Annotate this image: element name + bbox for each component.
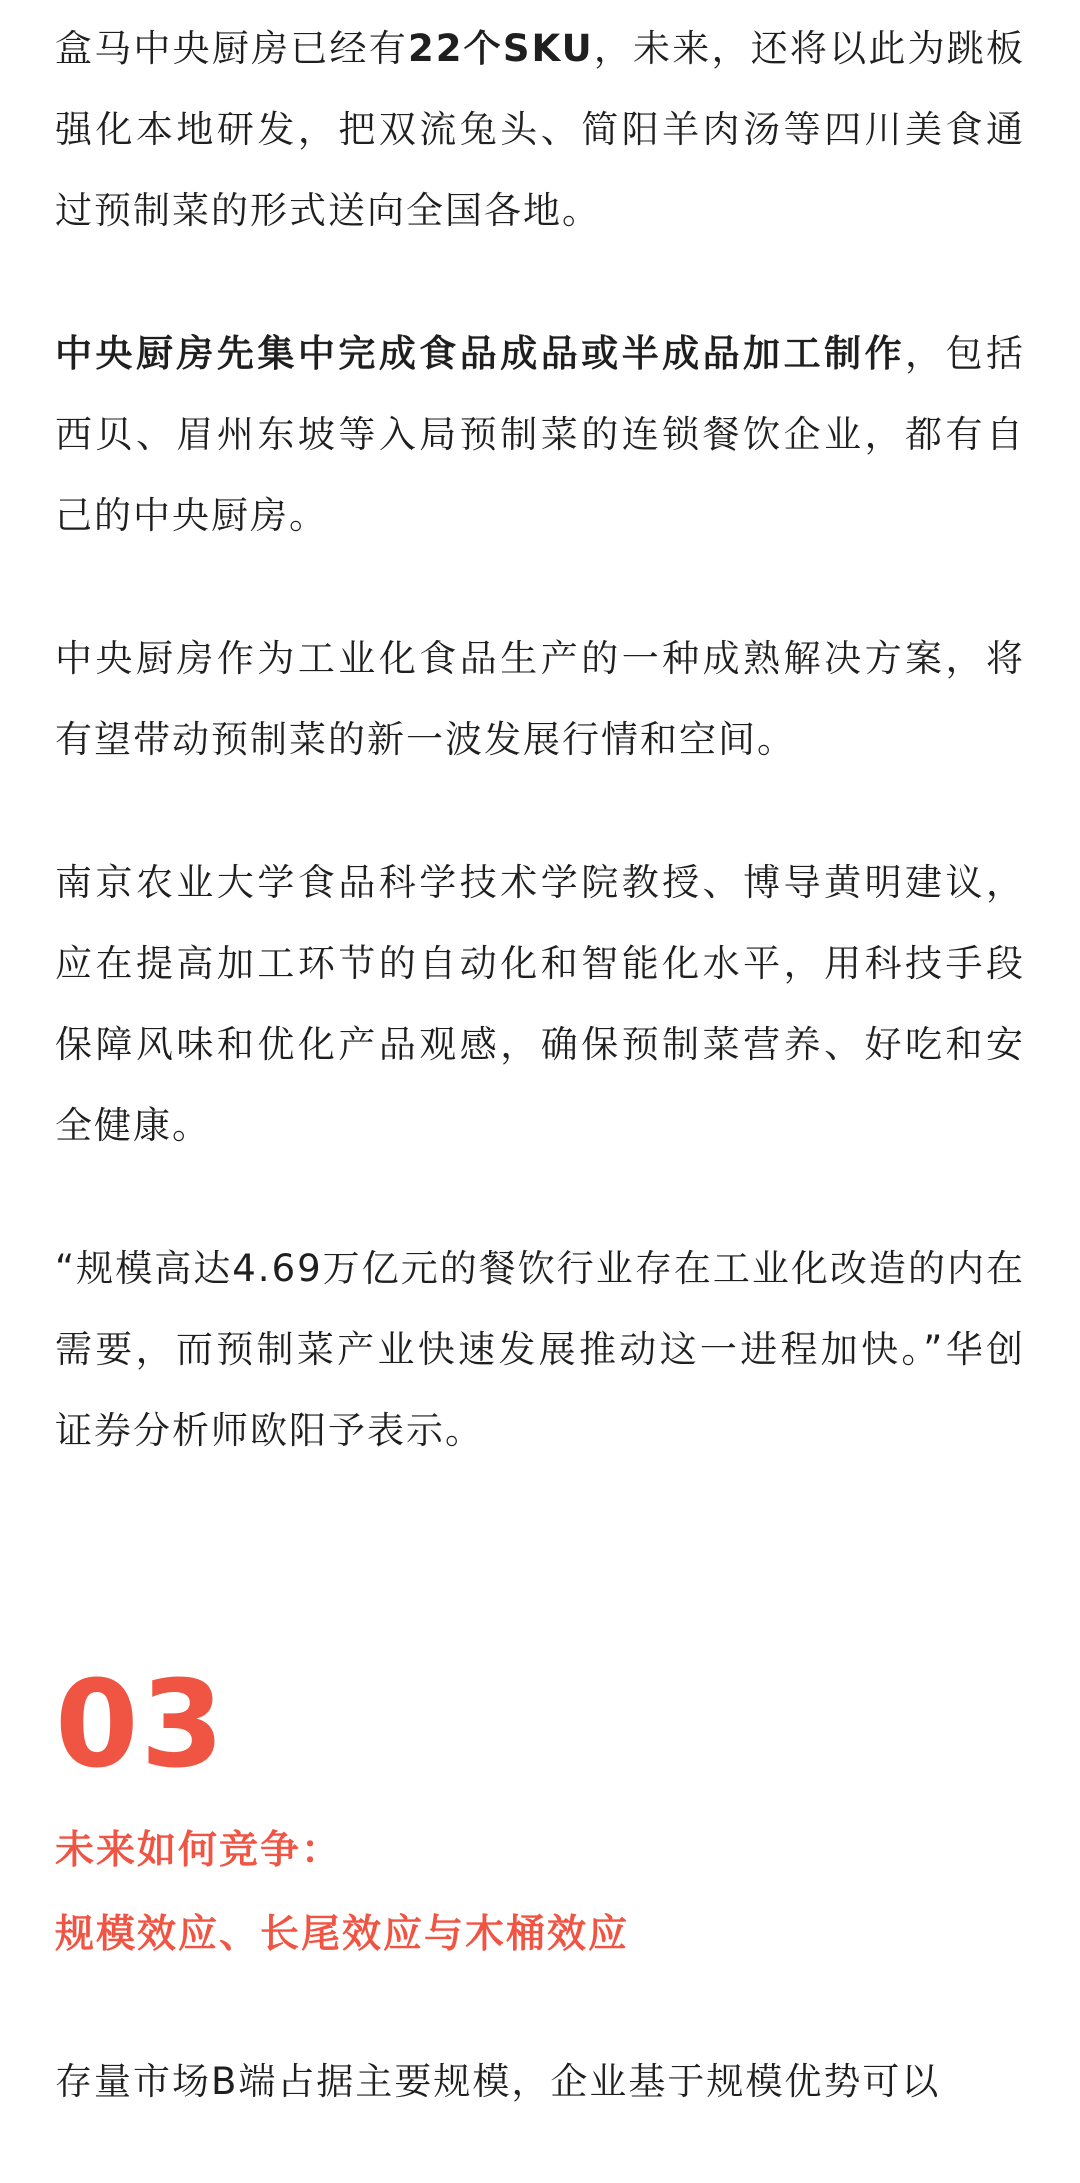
paragraph-central-kitchen <box>55 313 1025 556</box>
p2-bold-lead: 中央厨房先集中完成食品成品或半成品加工制作 <box>55 332 906 375</box>
p1-bold-sku: 22个SKU <box>407 27 594 70</box>
section-title-line2: 规模效应、长尾效应与木桶效应 <box>55 1912 630 1957</box>
paragraph-professor-advice: 南京农业大学食品科学技术学院教授、博导黄明建议，应在提高加工环节的自动化和智能化水平，用科技手段保障风味和优化产品观感，确保预制菜营养、好吃和安全健康。 <box>55 861 1025 1147</box>
paragraph-hema-kitchen <box>55 0 1025 251</box>
section-title <box>55 1809 1025 1977</box>
p2-suffix: ，包括西贝、眉州东坡等入局预制菜的连锁餐饮企业，都有自己的中央厨房。 <box>55 332 1026 537</box>
paragraph-b-end-market: 存量市场B端占据主要规模，企业基于规模优势可以 <box>55 2060 941 2103</box>
p1-prefix: 盒马中央厨房已经有 <box>55 27 408 70</box>
paragraph-industrial-solution: 中央厨房作为工业化食品生产的一种成熟解决方案，将有望带动预制菜的新一波发展行情和空间。 <box>55 637 1025 761</box>
section-title-line1: 未来如何竞争： <box>55 1828 343 1873</box>
section-number: 03 <box>55 1656 226 1795</box>
p1-suffix: ，未来，还将以此为跳板强化本地研发，把双流兔头、简阳羊肉汤等四川美食通过预制菜的形式送向全国各地。 <box>55 27 1026 232</box>
article-body <box>55 0 1025 2122</box>
paragraph-analyst-quote: “规模高达4.69万亿元的餐饮行业存在工业化改造的内在需要，而预制菜产业快速发展推动这一进程加快。”华创证券分析师欧阳予表示。 <box>55 1247 1025 1452</box>
